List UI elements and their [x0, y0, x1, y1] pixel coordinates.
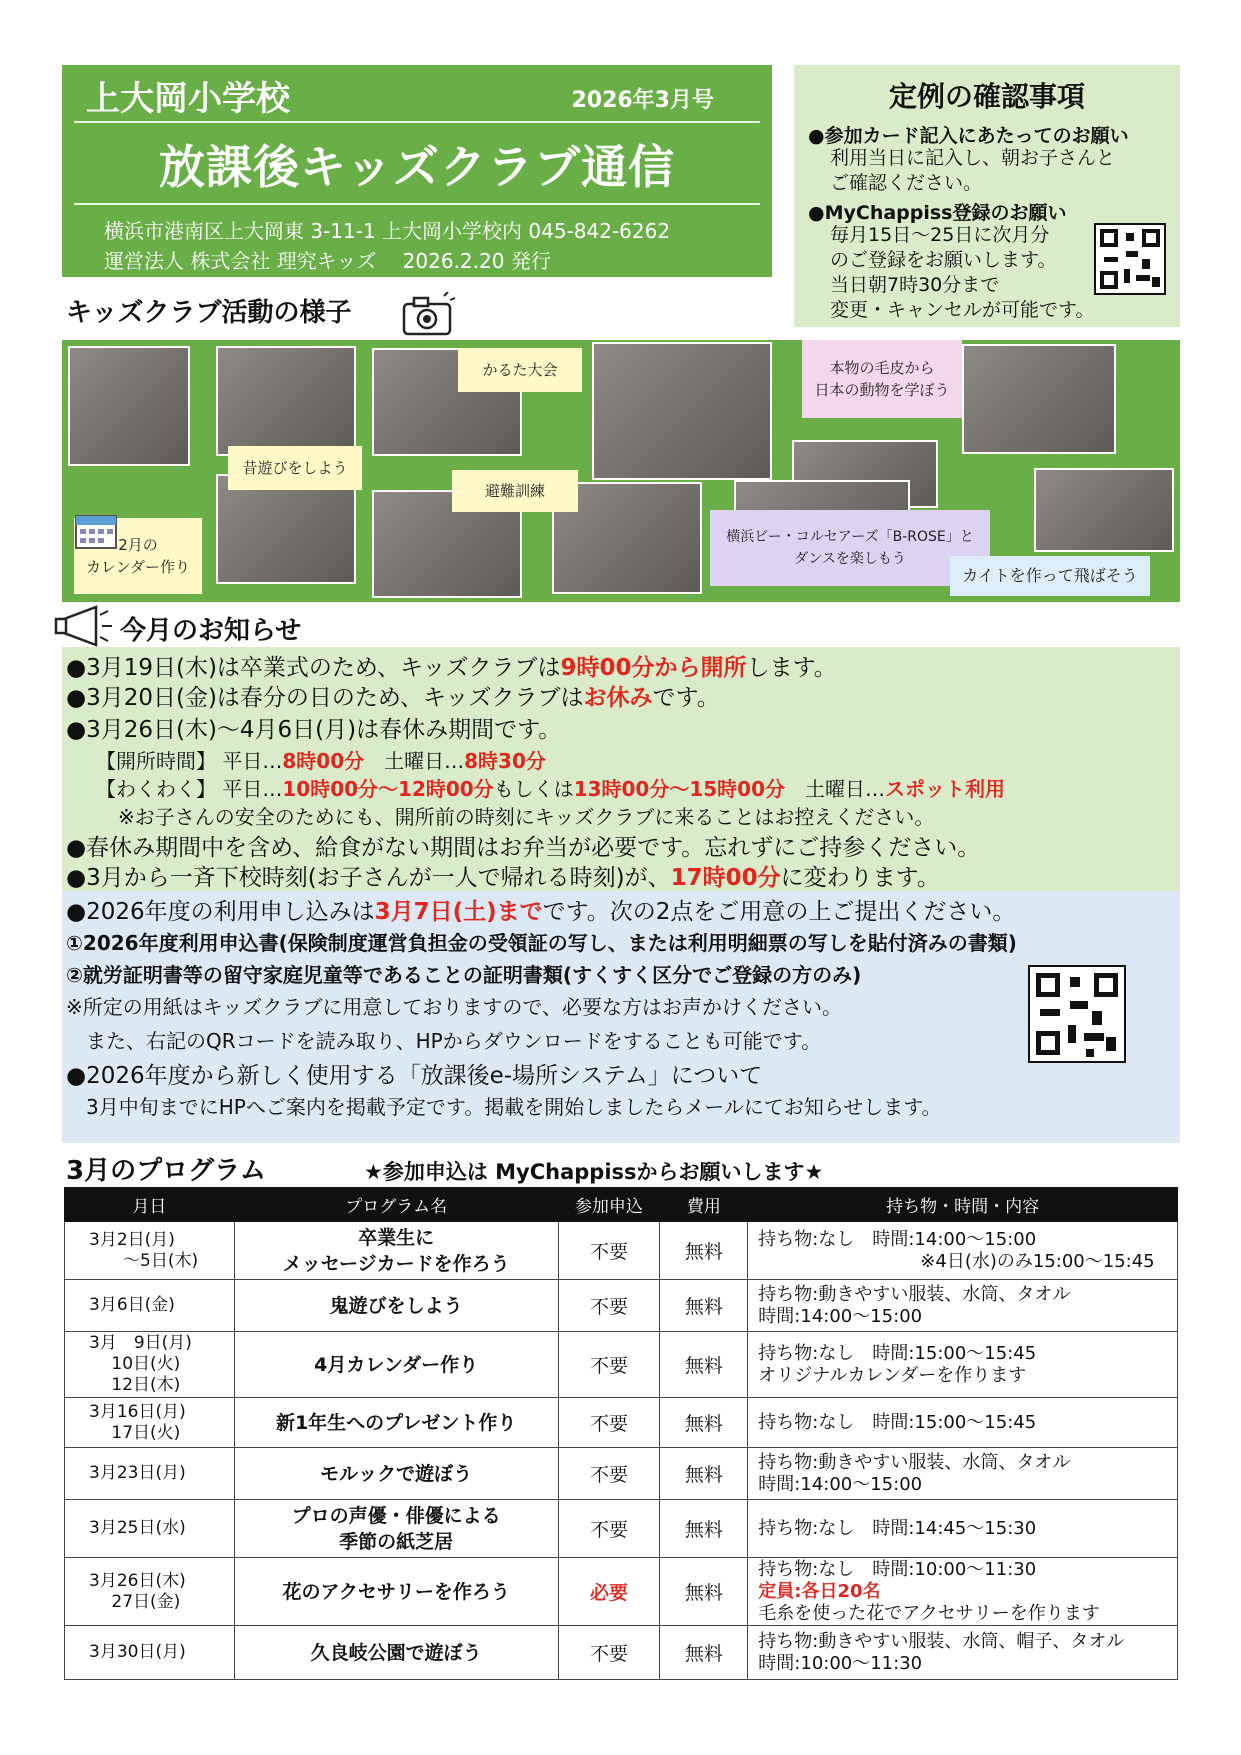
program-date-cell: 3月25日(水)	[65, 1500, 235, 1558]
program-name-cell: モルックで遊ぼう	[234, 1448, 558, 1500]
program-fee-cell: 無料	[660, 1222, 748, 1280]
activity-photo	[216, 474, 356, 584]
program-detail-cell: 持ち物:なし 時間:10:00～11:30 定員:各日20名 毛糸を使った花でアクセサリーを作ります	[748, 1558, 1178, 1626]
program-fee-cell: 無料	[660, 1280, 748, 1332]
routine-checklist-box	[794, 65, 1180, 327]
notice-qr-note: また、右記のQRコードを読み取り、HPからダウンロードをすることも可能です。	[66, 1029, 822, 1053]
activity-label-old-games: 昔遊びをしよう	[228, 446, 362, 490]
program-fee-cell: 無料	[660, 1500, 748, 1558]
program-apply-cell: 不要	[558, 1280, 660, 1332]
calendar-icon	[74, 510, 118, 550]
program-date-cell: 3月6日(金)	[65, 1280, 235, 1332]
activity-photo-collage	[62, 340, 1180, 602]
table-row	[65, 1332, 1178, 1398]
column-header-date: 月日	[65, 1188, 235, 1222]
program-date-cell: 3月16日(月) 17日(火)	[65, 1398, 235, 1448]
program-apply-cell: 不要	[558, 1332, 660, 1398]
program-name-cell: 久良岐公園で遊ぼう	[234, 1626, 558, 1680]
program-apply-cell: 不要	[558, 1626, 660, 1680]
activity-photo	[68, 346, 190, 466]
camera-icon	[400, 292, 456, 338]
notice-early-arrival-note: ※お子さんの安全のためにも、開所前の時刻にキッズクラブに来ることはお控えください。	[118, 805, 935, 829]
table-row	[65, 1222, 1178, 1280]
routine-item-heading: ●参加カード記入にあたってのお願い	[808, 125, 1129, 147]
activity-label-calendar: 2月の カレンダー作り	[74, 518, 202, 594]
activity-photo	[962, 344, 1116, 454]
table-row	[65, 1558, 1178, 1626]
routine-item-text: 変更・キャンセルが可能です。	[830, 299, 1095, 321]
notices-section-spring	[62, 647, 1180, 891]
program-fee-cell: 無料	[660, 1626, 748, 1680]
notice-form-note: ※所定の用紙はキッズクラブに用意しておりますので、必要な方はお声かけください。	[66, 995, 842, 1019]
notice-holiday: ●3月20日(金)は春分の日のため、キッズクラブはお休みです。	[66, 685, 720, 711]
program-date-cell: 3月23日(月)	[65, 1448, 235, 1500]
routine-item-text: 毎月15日～25日に次月分	[830, 224, 1050, 246]
program-apply-cell: 不要	[558, 1500, 660, 1558]
activities-heading: キッズクラブ活動の様子	[66, 298, 352, 328]
operator-line: 運営法人 株式会社 理究キッズ 2026.2.20 発行	[104, 249, 551, 273]
program-date-cell: 3月30日(月)	[65, 1626, 235, 1680]
header-divider	[74, 121, 760, 123]
program-name-cell: 卒業生に メッセージカードを作ろう	[234, 1222, 558, 1280]
activity-photo	[1034, 468, 1174, 552]
notices-heading: 今月のお知らせ	[120, 616, 302, 646]
megaphone-icon	[50, 605, 116, 651]
notice-opening-hours: 【開所時間】 平日…8時00分 土曜日…8時30分	[96, 749, 546, 773]
header-divider	[74, 203, 760, 205]
program-name-cell: 4月カレンダー作り	[234, 1332, 558, 1398]
notice-wakuwaku-hours: 【わくわく】 平日…10時00分～12時00分もしくは13時00分～15時00分 土曜日…スポット利用	[96, 777, 1006, 801]
program-detail-cell: 持ち物:動きやすい服装、水筒、タオル 時間:14:00～15:00	[748, 1280, 1178, 1332]
notices-section-application	[62, 891, 1180, 1143]
routine-item-text: のご登録をお願いします。	[830, 249, 1057, 271]
table-header-row	[65, 1188, 1178, 1222]
activity-photo	[592, 342, 772, 480]
table-row	[65, 1626, 1178, 1680]
routine-item-text: 当日朝7時30分まで	[830, 274, 1000, 296]
application-qr-code[interactable]	[1028, 965, 1126, 1063]
program-apply-cell: 必要	[558, 1558, 660, 1626]
table-row	[65, 1280, 1178, 1332]
program-name-cell: プロの声優・俳優による 季節の紙芝居	[234, 1500, 558, 1558]
program-table	[64, 1187, 1178, 1680]
program-fee-cell: 無料	[660, 1332, 748, 1398]
table-row	[65, 1500, 1178, 1558]
routine-title: 定例の確認事項	[888, 80, 1085, 113]
program-application-note: ★参加申込は MyChappissからお願いします★	[364, 1160, 824, 1184]
newsletter-header	[62, 65, 772, 277]
notice-new-system: ●2026年度から新しく使用する「放課後e-場所システム」について	[66, 1063, 763, 1089]
table-row	[65, 1448, 1178, 1500]
notice-required-document-2: ②就労証明書等の留守家庭児童等であることの証明書類(すくすく区分でご登録の方のみ)	[66, 963, 862, 987]
program-date-cell: 3月2日(月) ～5日(木)	[65, 1222, 235, 1280]
program-fee-cell: 無料	[660, 1398, 748, 1448]
column-header-fee: 費用	[660, 1188, 748, 1222]
program-detail-cell: 持ち物:動きやすい服装、水筒、タオル 時間:14:00～15:00	[748, 1448, 1178, 1500]
routine-item-heading: ●MyChappiss登録のお願い	[808, 202, 1067, 224]
notice-spring-break: ●3月26日(木)～4月6日(月)は春休み期間です。	[66, 717, 562, 743]
address-line: 横浜市港南区上大岡東 3-11-1 上大岡小学校内 045-842-6262	[104, 219, 671, 243]
program-detail-cell: 持ち物:なし 時間:14:45～15:30	[748, 1500, 1178, 1558]
routine-item-text: 利用当日に記入し、朝お子さんと	[830, 147, 1116, 169]
program-name-cell: 新1年生へのプレゼント作り	[234, 1398, 558, 1448]
program-date-cell: 3月26日(木) 27日(金)	[65, 1558, 235, 1626]
activity-label-dance: 横浜ビー・コルセアーズ「B-ROSE」と ダンスを楽しもう	[710, 510, 990, 586]
program-heading: 3月のプログラム	[66, 1156, 266, 1186]
program-name-cell: 花のアクセサリーを作ろう	[234, 1558, 558, 1626]
activity-photo	[216, 346, 356, 456]
notice-application-deadline: ●2026年度の利用申し込みは3月7日(土)までです。次の2点をご用意の上ご提出ください。	[66, 899, 1016, 925]
program-detail-cell: 持ち物:なし 時間:15:00～15:45	[748, 1398, 1178, 1448]
activity-label-kite: カイトを作って飛ばそう	[950, 556, 1150, 596]
column-header-details: 持ち物・時間・内容	[748, 1188, 1178, 1222]
program-fee-cell: 無料	[660, 1558, 748, 1626]
notice-new-system-detail: 3月中旬までにHPへご案内を掲載予定です。掲載を開始しましたらメールにてお知らせします。	[66, 1095, 942, 1119]
program-fee-cell: 無料	[660, 1448, 748, 1500]
program-apply-cell: 不要	[558, 1448, 660, 1500]
notice-required-document-1: ①2026年度利用申込書(保険制度運営負担金の受領証の写し、または利用明細票の写しを貼付済みの書類)	[66, 931, 1017, 955]
program-detail-cell: 持ち物:なし 時間:14:00～15:00 ※4日(水)のみ15:00～15:45	[748, 1222, 1178, 1280]
activity-label-evacuation: 避難訓練	[452, 470, 578, 512]
program-detail-cell: 持ち物:動きやすい服装、水筒、帽子、タオル 時間:10:00～11:30	[748, 1626, 1178, 1680]
mychappiss-qr-code[interactable]	[1094, 223, 1166, 295]
program-name-cell: 鬼遊びをしよう	[234, 1280, 558, 1332]
notice-lunch: ●春休み期間中を含め、給食がない期間はお弁当が必要です。忘れずにご持参ください。	[66, 835, 981, 861]
notice-dismissal-time: ●3月から一斉下校時刻(お子さんが一人で帰れる時刻)が、17時00分に変わります。	[66, 865, 940, 891]
program-date-cell: 3月 9日(月) 10日(火) 12日(木)	[65, 1332, 235, 1398]
newsletter-title: 放課後キッズクラブ通信	[158, 140, 676, 194]
program-apply-cell: 不要	[558, 1222, 660, 1280]
column-header-apply: 参加申込	[558, 1188, 660, 1222]
notice-graduation: ●3月19日(木)は卒業式のため、キッズクラブは9時00分から開所します。	[66, 655, 837, 681]
program-apply-cell: 不要	[558, 1398, 660, 1448]
routine-item-text: ご確認ください。	[830, 172, 983, 194]
column-header-program: プログラム名	[234, 1188, 558, 1222]
activity-label-fur: 本物の毛皮から 日本の動物を学ぼう	[802, 340, 962, 418]
table-row	[65, 1398, 1178, 1448]
program-detail-cell: 持ち物:なし 時間:15:00～15:45 オリジナルカレンダーを作ります	[748, 1332, 1178, 1398]
activity-label-karuta: かるた大会	[458, 348, 582, 392]
school-name: 上大岡小学校	[86, 79, 290, 119]
issue-date: 2026年3月号	[571, 88, 714, 113]
